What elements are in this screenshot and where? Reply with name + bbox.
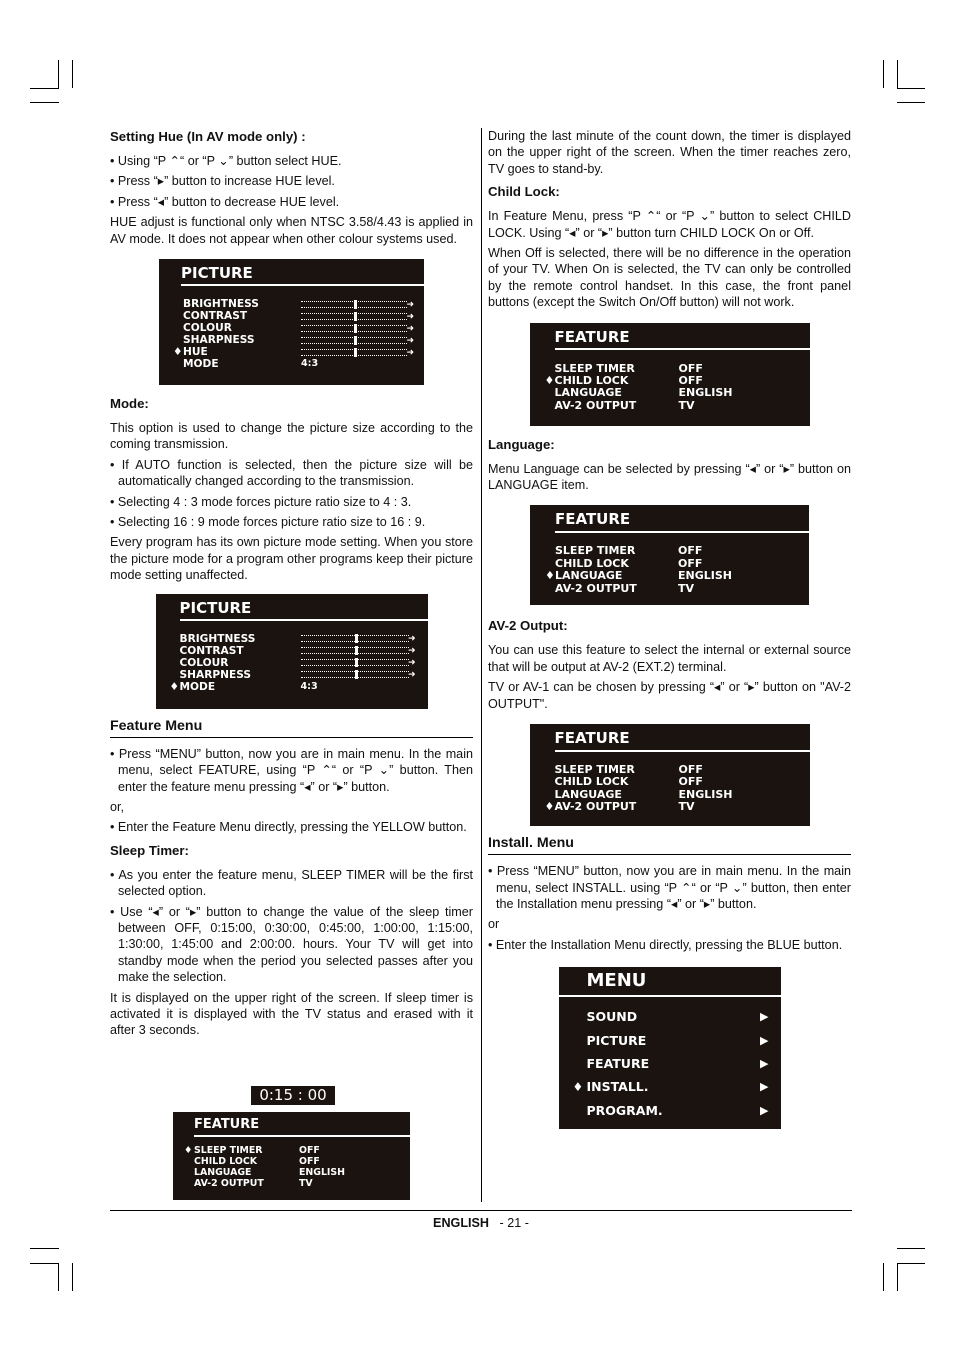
main-menu-item-label: INSTALL.: [586, 1079, 649, 1095]
hue-bullet-1: • Using “P ⌃“ or “P ⌄” button select HUE.: [110, 154, 342, 168]
sleep-paragraph: It is displayed on the upper right of the screen. If sleep timer is activated it is displayed with the TV status and erased with it after 3 seconds.: [110, 990, 473, 1038]
selection-arrow-icon: ♦: [572, 1080, 584, 1095]
crop-mark: [897, 1263, 925, 1264]
picture-menu-screenshot: [156, 594, 428, 709]
menu-title: FEATURE: [555, 329, 810, 350]
slider-knob: [354, 300, 357, 309]
feature-menu-screenshot: [530, 724, 810, 826]
child-lock-paragraph-2: When Off is selected, there will be no difference in the operation of your TV. When On is selected, the TV can only be controlled by the remote control handset. In this case, the front panel buttons (except the Switch On/Off button) will not work.: [488, 246, 851, 310]
main-menu-screenshot: [559, 967, 781, 1129]
feature-item-label: SLEEP TIMER: [194, 1145, 263, 1156]
menu-title: FEATURE: [555, 730, 810, 751]
crop-mark: [72, 60, 73, 88]
picture-item-label: SHARPNESS: [183, 334, 255, 347]
arrow-right-icon: ➜: [407, 646, 416, 657]
slider-knob: [354, 348, 357, 357]
slider-knob: [354, 336, 357, 345]
picture-item-label: BRIGHTNESS: [179, 632, 256, 645]
install-bullet-2: • Enter the Installation Menu directly, pressing the BLUE button.: [488, 937, 843, 952]
feature-bullet-2: • Enter the Feature Menu directly, pressing the YELLOW button.: [110, 820, 467, 835]
sleep-bullet-1: • As you enter the feature menu, SLEEP TIMER will be the first selected option.: [110, 867, 473, 899]
column-divider: [481, 128, 482, 1202]
mode-bullet-4-3: • Selecting 4 : 3 mode forces picture ratio size to 4 : 3.: [110, 494, 412, 509]
arrow-right-icon: ➜: [407, 658, 416, 669]
page-footer: [110, 1210, 852, 1230]
crop-mark: [58, 1263, 59, 1291]
hue-bullet-3: • Press “◂” button to decrease HUE level.: [110, 194, 340, 209]
feature-item-label: AV-2 OUTPUT: [555, 581, 637, 595]
selection-arrow-icon: ♦: [169, 680, 179, 693]
footer-language: ENGLISH: [433, 1216, 490, 1230]
arrow-right-icon: ➜: [406, 335, 414, 346]
picture-item-label: CONTRAST: [179, 644, 244, 657]
crop-mark: [72, 1263, 73, 1291]
feature-menu-screenshot: [530, 323, 810, 426]
chevron-right-icon: ▶: [760, 1056, 769, 1070]
sleep-bullet-2: • Use “◂” or “▸” button to change the value of the sleep timer between OFF, 0:15:00, 0:30:00, 0:45:00, 1:00:00, 1:15:00, 1:30:00, 1:45:00 and 2:00:00. hours. Your TV will get into standby mode when the period you selected passes after you make the selection.: [110, 904, 473, 985]
feature-item-value: OFF: [678, 556, 703, 570]
feature-menu-screenshot: [173, 1112, 410, 1200]
slider-knob: [355, 646, 358, 655]
crop-mark: [58, 60, 59, 88]
install-bullet-1: • Press “MENU” button, now you are in main menu. In the main menu, select INSTALL. using “P ⌃“ or “P ⌄” button, then enter the Installation menu pressing “◂” or “▸” button.: [488, 864, 851, 911]
child-lock-heading: Child Lock:: [488, 184, 560, 200]
crop-mark: [30, 1248, 59, 1249]
left-column: [110, 128, 473, 1043]
selection-arrow-icon: ♦: [173, 346, 183, 359]
crop-mark: [897, 1248, 925, 1249]
menu-title: FEATURE: [555, 511, 809, 532]
crop-mark: [897, 1263, 898, 1291]
sleep-timer-display: 0:15 : 00: [251, 1086, 335, 1105]
chevron-right-icon: ▶: [760, 1033, 769, 1047]
slider-knob: [354, 312, 357, 321]
feature-item-label: CHILD LOCK: [555, 556, 629, 570]
feature-item-value: ENGLISH: [678, 787, 733, 801]
hue-heading: Setting Hue (In AV mode only) :: [110, 129, 306, 144]
feature-item-label: AV-2 OUTPUT: [554, 398, 637, 412]
feature-item-label: AV-2 OUTPUT: [194, 1178, 264, 1189]
level-slider: [301, 670, 416, 681]
crop-mark: [883, 60, 884, 88]
feature-item-label: LANGUAGE: [554, 386, 622, 400]
selection-arrow-icon: ♦: [544, 374, 555, 388]
slider-knob: [354, 324, 357, 333]
feature-item-label: CHILD LOCK: [194, 1156, 257, 1167]
feature-item-label: SLEEP TIMER: [554, 361, 635, 375]
picture-item-label: COLOUR: [183, 322, 232, 335]
right-column: [488, 128, 851, 1129]
av2-output-heading: AV-2 Output:: [488, 618, 568, 634]
picture-menu-screenshot: [159, 259, 424, 385]
picture-item-label: COLOUR: [179, 656, 229, 669]
picture-item-label: MODE: [183, 358, 219, 371]
av2-paragraph-2: TV or AV-1 can be chosen by pressing “◂” or “▸” button on "AV-2 OUTPUT".: [488, 680, 851, 711]
picture-item-label: HUE: [183, 346, 208, 359]
countdown-paragraph: During the last minute of the count down, the timer is displayed on the upper right of the screen. When the timer reaches zero, TV goes to stand-by.: [488, 129, 851, 176]
language-heading: Language:: [488, 436, 555, 452]
menu-title: PICTURE: [180, 600, 428, 621]
feature-or: or,: [110, 799, 125, 814]
feature-item-value: OFF: [678, 361, 703, 375]
slider-knob: [355, 634, 358, 643]
feature-item-value: TV: [678, 800, 695, 814]
mode-bullet-16-9: • Selecting 16 : 9 mode forces picture ratio size to 16 : 9.: [110, 515, 426, 530]
chevron-right-icon: ▶: [760, 1103, 769, 1117]
feature-item-label: LANGUAGE: [555, 569, 623, 583]
slider-knob: [355, 670, 358, 679]
hue-paragraph: HUE adjust is functional only when NTSC 3.58/4.43 is applied in AV mode. It does not appear when other colour systems used.: [110, 215, 473, 246]
picture-item-label: BRIGHTNESS: [183, 298, 259, 311]
install-menu-heading: Install. Menu: [488, 834, 851, 855]
selection-arrow-icon: ♦: [544, 800, 555, 814]
arrow-right-icon: ➜: [406, 299, 414, 310]
crop-mark: [30, 1263, 59, 1264]
arrow-right-icon: ➜: [407, 634, 416, 645]
feature-item-value: TV: [678, 581, 695, 595]
feature-item-label: AV-2 OUTPUT: [554, 800, 637, 814]
feature-item-value: OFF: [299, 1145, 320, 1156]
menu-title: FEATURE: [194, 1117, 410, 1137]
selection-arrow-icon: ♦: [184, 1145, 193, 1156]
mode-heading: Mode:: [110, 396, 149, 412]
level-slider: [301, 311, 414, 322]
arrow-right-icon: ➜: [406, 311, 414, 322]
feature-item-value: ENGLISH: [678, 386, 733, 400]
menu-title: MENU: [559, 973, 781, 996]
chevron-right-icon: ▶: [760, 1010, 769, 1024]
feature-item-label: LANGUAGE: [554, 787, 622, 801]
feature-item-label: SLEEP TIMER: [555, 544, 636, 558]
feature-item-label: CHILD LOCK: [554, 374, 629, 388]
main-menu-item-label: PROGRAM.: [586, 1102, 663, 1118]
mode-paragraph-2: Every program has its own picture mode setting. When you store the picture mode for a program other programs keep their picture mode setting unaffected.: [110, 535, 473, 583]
child-lock-paragraph-1: In Feature Menu, press “P ⌃“ or “P ⌄” button to select CHILD LOCK. Using “◂” or “▸” button turn CHILD LOCK On or Off.: [488, 209, 851, 240]
level-slider: [301, 299, 414, 310]
feature-item-value: ENGLISH: [299, 1167, 346, 1178]
arrow-right-icon: ➜: [406, 347, 414, 358]
crop-mark: [30, 88, 59, 89]
crop-mark: [897, 60, 898, 88]
selection-arrow-icon: ♦: [545, 569, 555, 583]
arrow-right-icon: ➜: [407, 670, 416, 681]
crop-mark: [897, 102, 925, 103]
picture-item-label: CONTRAST: [183, 310, 248, 323]
crop-mark: [883, 1263, 884, 1291]
main-menu-item-label: FEATURE: [586, 1055, 650, 1071]
arrow-right-icon: ➜: [406, 323, 414, 334]
install-or: or: [488, 917, 500, 932]
feature-menu-screenshot: [530, 505, 809, 605]
mode-paragraph-1: This option is used to change the picture size according to the coming transmission.: [110, 421, 473, 452]
language-paragraph: Menu Language can be selected by pressing “◂” or “▸” button on LANGUAGE item.: [488, 461, 851, 493]
crop-mark: [897, 88, 925, 89]
feature-item-value: OFF: [299, 1156, 320, 1167]
feature-item-label: CHILD LOCK: [554, 775, 629, 789]
menu-title: PICTURE: [181, 265, 424, 286]
level-slider: [301, 658, 416, 669]
main-menu-item-label: SOUND: [586, 1009, 638, 1025]
page-number: - 21 -: [499, 1216, 529, 1230]
mode-value: 4:3: [300, 680, 318, 692]
feature-item-value: TV: [678, 398, 695, 412]
feature-item-label: SLEEP TIMER: [554, 763, 635, 777]
main-menu-item-label: PICTURE: [586, 1032, 647, 1048]
feature-item-value: OFF: [678, 544, 703, 558]
feature-item-value: OFF: [678, 374, 703, 388]
level-slider: [301, 323, 414, 334]
level-slider: [301, 347, 414, 358]
feature-item-value: ENGLISH: [678, 569, 732, 583]
slider-knob: [355, 658, 358, 667]
hue-bullet-2: • Press “▸” button to increase HUE level.: [110, 174, 335, 189]
mode-value: 4:3: [301, 358, 319, 370]
picture-item-label: SHARPNESS: [179, 668, 252, 681]
feature-item-value: OFF: [678, 763, 703, 777]
level-slider: [301, 646, 416, 657]
feature-bullet-1: • Press “MENU” button, now you are in main menu. In the main menu, select FEATURE, using “P ⌃“ or “P ⌄” button. Then enter the feature menu pressing “◂” or “▸” button.: [110, 746, 473, 794]
feature-item-label: LANGUAGE: [194, 1167, 252, 1178]
mode-bullet-auto: • If AUTO function is selected, then the picture size will be automatically changed according to the transmission.: [110, 457, 473, 489]
level-slider: [301, 634, 416, 645]
picture-item-label: MODE: [179, 680, 216, 693]
feature-item-value: OFF: [678, 775, 703, 789]
av2-paragraph-1: You can use this feature to select the internal or external source that will be output at AV-2 (EXT.2) terminal.: [488, 643, 851, 674]
crop-mark: [30, 102, 59, 103]
level-slider: [301, 335, 414, 346]
feature-item-value: TV: [299, 1178, 313, 1189]
feature-menu-heading: Feature Menu: [110, 717, 473, 738]
chevron-right-icon: ▶: [760, 1080, 769, 1094]
sleep-timer-heading: Sleep Timer:: [110, 842, 189, 858]
